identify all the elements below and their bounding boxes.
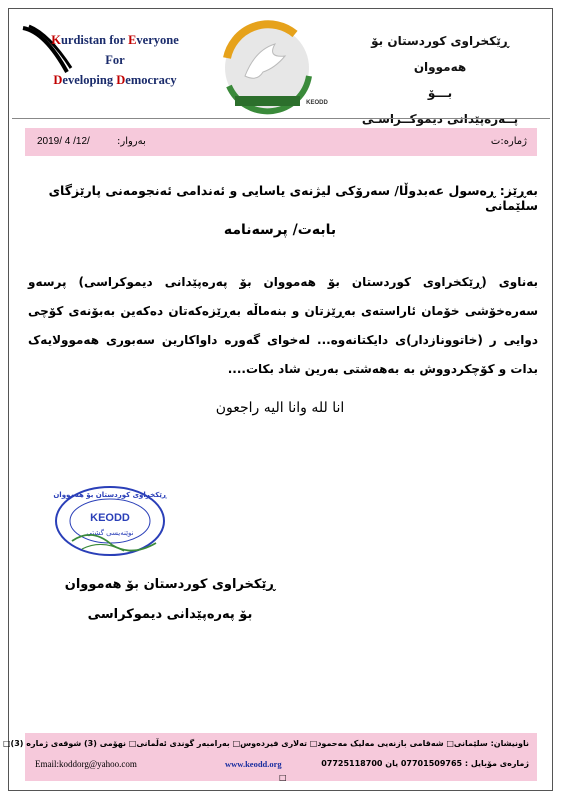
svg-text:KEODD: KEODD xyxy=(90,512,130,524)
footer-phones: ژمارەی مۆبایل : 07701509765 یان 07725118700 xyxy=(321,759,529,768)
reference-date-bar xyxy=(25,128,537,156)
svg-text:ڕێکخراوی کوردستان بۆ هەمووان: ڕێکخراوی کوردستان بۆ هەمووان xyxy=(53,491,167,499)
footer-contact-bar xyxy=(3,733,537,782)
header-divider xyxy=(12,118,550,119)
reference-number-label: ژمارە:ت xyxy=(490,136,527,147)
letter-body: بەناوی (ڕێکخراوی کوردستان بۆ هەمووان بۆ پەرەپێدانی دیموکراسی) پرسەو سەرەخۆشی خۆمان ئاراستەی بەڕێزتان و بنەماڵە بەڕێزەکەتان دەکەین بەبۆنەی کۆچی دوایی ر (خاتوونازدار)ی دایکتانەوە... لەخوای گەورە داواکارین سەبوری هەموولایەک بدات و کۆچکردووش بە بەهەشتی بەرین شاد بکات.... xyxy=(28,275,538,376)
footer-website-link[interactable]: www.keodd.org xyxy=(225,759,282,769)
footer-address: ناونیشان: سلێمانی□ شەقامی بازنەیی مەلیک مەحمود□ تەلاری فیردەوس□ بەرامبەر گوندی ئەڵمانی□ نهۆمی (3) شوقەی ژمارە (3)□ xyxy=(3,739,529,748)
keodd-logo xyxy=(205,20,335,120)
date-value: 2019/ 4 /12/ xyxy=(37,136,90,147)
signature-organization: ڕێکخراوی کوردستان بۆ هەمووان بۆ پەرەپێدانی دیموکراسی xyxy=(64,577,276,622)
kurdish-org-name: ڕێكخراوی كوردستان بۆ هەمووان بـــۆ پــەرەپێدانی دیموکــراسـی xyxy=(361,34,519,126)
letter-subject: بابەت/ پرسەنامە xyxy=(223,222,337,238)
footer-email[interactable]: Email:koddorg@yahoo.com xyxy=(35,759,137,769)
letter-recipient: بەڕێز: ڕەسول عەبدوڵا/ سەرۆکی لیژنەی یاسایی و ئەندامی ئەنجومەنی پارێزگای سلێمانی xyxy=(48,183,538,213)
footer-box-glyph: □ xyxy=(279,773,287,782)
date-label: بەروار: xyxy=(117,136,146,147)
condolence-verse: انا لله وانا اليه راجعون xyxy=(215,400,345,416)
svg-text:نوێنەیسی گشتی: نوێنەیسی گشتی xyxy=(86,529,134,537)
svg-text:KEODD: KEODD xyxy=(306,100,328,106)
english-org-name: Kurdistan for Everyone For Developing Democracy xyxy=(51,33,179,87)
organization-stamp xyxy=(52,483,172,563)
